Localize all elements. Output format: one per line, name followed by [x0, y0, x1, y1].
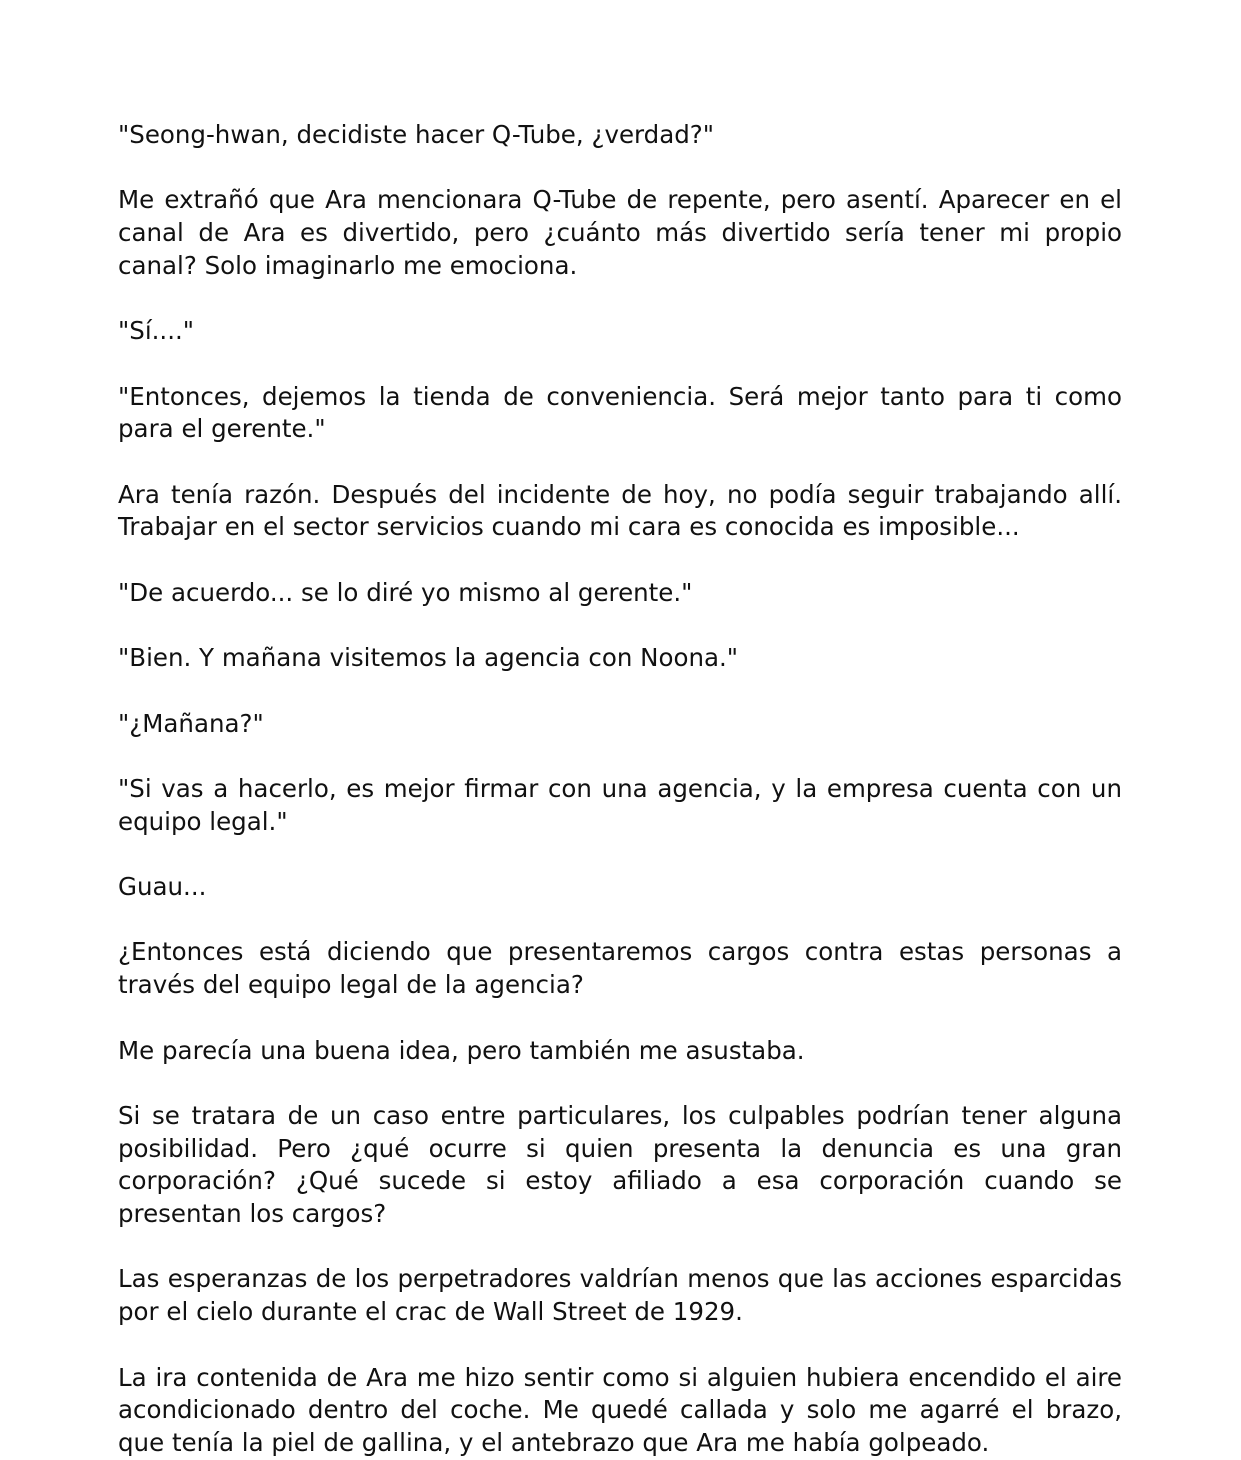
paragraph-11: ¿Entonces está diciendo que presentaremos cargos contra estas personas a través del equipo legal de la agencia? — [118, 937, 1122, 1000]
paragraph-5: Ara tenía razón. Después del incidente de hoy, no podía seguir trabajando allí. Trabajar en el sector servicios cuando mi cara es conocida es imposible... — [118, 479, 1122, 542]
paragraph-10: Guau... — [118, 872, 207, 902]
paragraph-8: "¿Mañana?" — [118, 708, 264, 738]
document-page — [118, 119, 1122, 1460]
paragraph-12: Me parecía una buena idea, pero también me asustaba. — [118, 1035, 805, 1065]
paragraph-3: "Sí...." — [118, 316, 195, 346]
paragraph-4: "Entonces, dejemos la tienda de conveniencia. Será mejor tanto para ti como para el gerente." — [118, 381, 1122, 444]
paragraph-1: "Seong-hwan, decidiste hacer Q-Tube, ¿verdad?" — [118, 120, 715, 149]
paragraph-14: Las esperanzas de los perpetradores valdrían menos que las acciones esparcidas por el cielo durante el crac de Wall Street de 1929. — [118, 1264, 1122, 1327]
paragraph-2: Me extrañó que Ara mencionara Q-Tube de repente, pero asentí. Aparecer en el canal de Ara es divertido, pero ¿cuánto más divertido sería tener mi propio canal? Solo imaginarlo me emociona. — [118, 185, 1122, 280]
paragraph-7: "Bien. Y mañana visitemos la agencia con Noona." — [118, 643, 739, 673]
paragraph-9: "Si vas a hacerlo, es mejor firmar con una agencia, y la empresa cuenta con un equipo legal." — [118, 773, 1122, 836]
paragraph-6: "De acuerdo... se lo diré yo mismo al gerente." — [118, 577, 693, 607]
paragraph-13: Si se tratara de un caso entre particulares, los culpables podrían tener alguna posibilidad. Pero ¿qué ocurre si quien presenta la denuncia es una gran corporación? ¿Qué sucede si estoy afiliado a esa corporación cuando se presentan los cargos? — [118, 1100, 1122, 1229]
paragraph-15: La ira contenida de Ara me hizo sentir como si alguien hubiera encendido el aire acondicionado dentro del coche. Me quedé callada y solo me agarré el brazo, que tenía la piel de gallina, y el antebrazo que Ara me había golpeado. — [118, 1362, 1122, 1457]
